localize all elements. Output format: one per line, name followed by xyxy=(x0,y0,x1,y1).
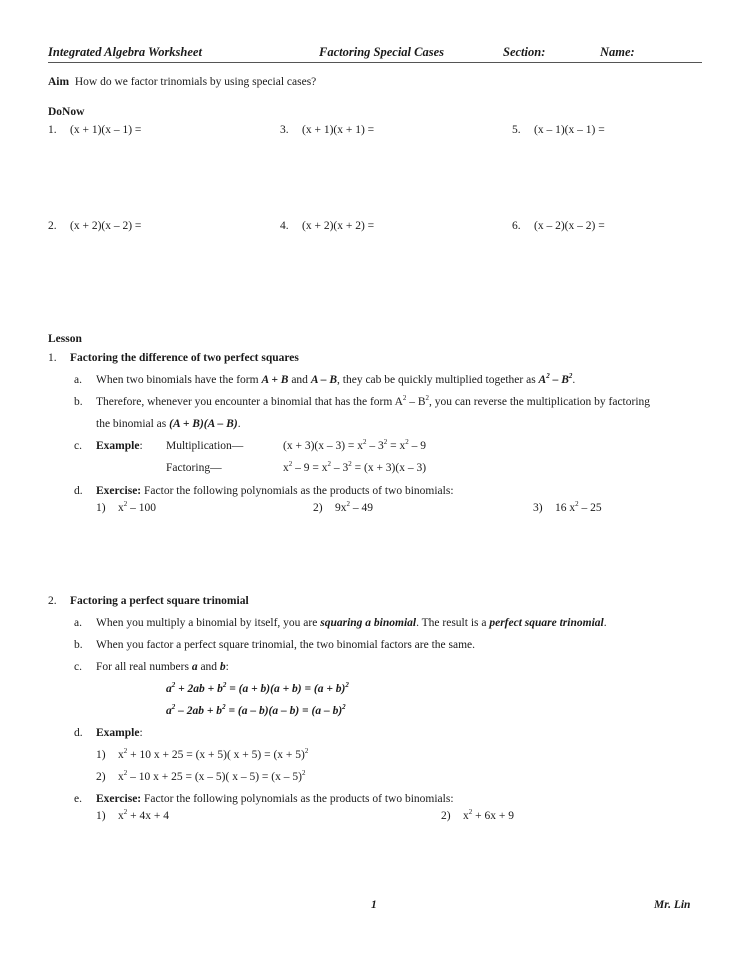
example-mult-expr: $(x + 3)(x - 3) = x^2 - 3^2 = x^2 - 9$ xyxy=(283,438,427,452)
example-fact-expr: $x^2 - 9 = x^2 - 3^2 = (x + 3)(x - 3)$ xyxy=(283,460,427,474)
example-item: 2) $x^2 - 10$ x + 25 = (x – 5)( x – 5) = (x – 5)$^2$ xyxy=(96,769,306,783)
section-1-item-b: b. Therefore, whenever you encounter a binomial that has the form $A^2 - B^2$, you can reverse the multiplication by factoring xyxy=(74,394,651,408)
donow-problem: 1. (x + 1)(x – 1) = xyxy=(48,124,142,136)
page-number: 1 xyxy=(371,899,377,911)
aim-text: How do we factor trinomials by using special cases? xyxy=(74,76,317,88)
exercise-item: 1) $x^2 - 100$ xyxy=(96,500,156,514)
donow-problem: 6. (x – 2)(x – 2) = xyxy=(512,220,605,232)
exercise-item: 2) $9x^2 - 49$ xyxy=(313,500,373,514)
aim-label: Aim xyxy=(48,76,70,88)
donow-problem: 3. (x + 1)(x + 1) = xyxy=(280,124,375,136)
example-fact-label: Factoring— xyxy=(166,462,222,474)
header-rule xyxy=(48,62,702,63)
donow-problem: 5. (x – 1)(x – 1) = xyxy=(512,124,605,136)
section-2-item-a: a. When you multiply a binomial by itself, you are squaring a binomial. The result is a perfect square trinomial. xyxy=(74,617,607,629)
donow-problem: 2. (x + 2)(x – 2) = xyxy=(48,220,142,232)
name-label: Name: xyxy=(600,45,635,59)
section-1-heading: 1. Factoring the difference of two perfect squares xyxy=(48,352,299,364)
section-2-item-c: c. For all real numbers a and b: xyxy=(74,661,229,673)
section-1-item-d: d. Exercise: Factor the following polynomials as the products of two binomials: xyxy=(74,485,454,497)
example-mult-label: Multiplication— xyxy=(166,440,244,452)
aim-line xyxy=(48,76,316,88)
section-2-heading: 2. Factoring a perfect square trinomial xyxy=(48,595,249,607)
worksheet-topic: Factoring Special Cases xyxy=(319,45,445,59)
exercise-item: 1) $x^2 + 4x + 4$ xyxy=(96,808,169,822)
lesson-title: Lesson xyxy=(48,333,82,345)
section-2-item-b: b. When you factor a perfect square trinomial, the two binomial factors are the same. xyxy=(74,639,476,651)
donow-problem: 4. (x + 2)(x + 2) = xyxy=(280,220,375,232)
exercise-item: 2) $x^2 + 6x + 9$ xyxy=(441,808,514,822)
exercise-item: 3) 16 $x^2 - 25$ xyxy=(533,500,602,514)
worksheet-title: Integrated Algebra Worksheet xyxy=(48,45,202,59)
section-1-item-b-cont: the binomial as (A + B)(A – B). xyxy=(96,418,241,430)
section-1-item-a: a. When two binomials have the form A + B and A – B, they cab be quickly multiplied together as $A^2 - B^2$. xyxy=(74,372,576,386)
section-2-item-e: e. Exercise: Factor the following polynomials as the products of two binomials: xyxy=(74,793,454,805)
footer-author: Mr. Lin xyxy=(654,899,691,911)
section-1-item-c: c. Example: xyxy=(74,440,143,452)
formula-diff-square: $a^2 - 2ab + b^2 = (a - b)(a - b) = (a - b)^2$ xyxy=(166,703,346,717)
example-item: 1) $x^2 + 10$ x + 25 = (x + 5)( $x + 5) = (x + 5)^2$ xyxy=(96,747,309,761)
section-label: Section: xyxy=(503,45,546,59)
formula-sum-square: $a^2 + 2ab + b^2 = (a + b)(a + b) = (a + b)^2$ xyxy=(166,681,349,695)
donow-title: DoNow xyxy=(48,106,85,118)
section-2-item-d: d. Example: xyxy=(74,727,143,739)
